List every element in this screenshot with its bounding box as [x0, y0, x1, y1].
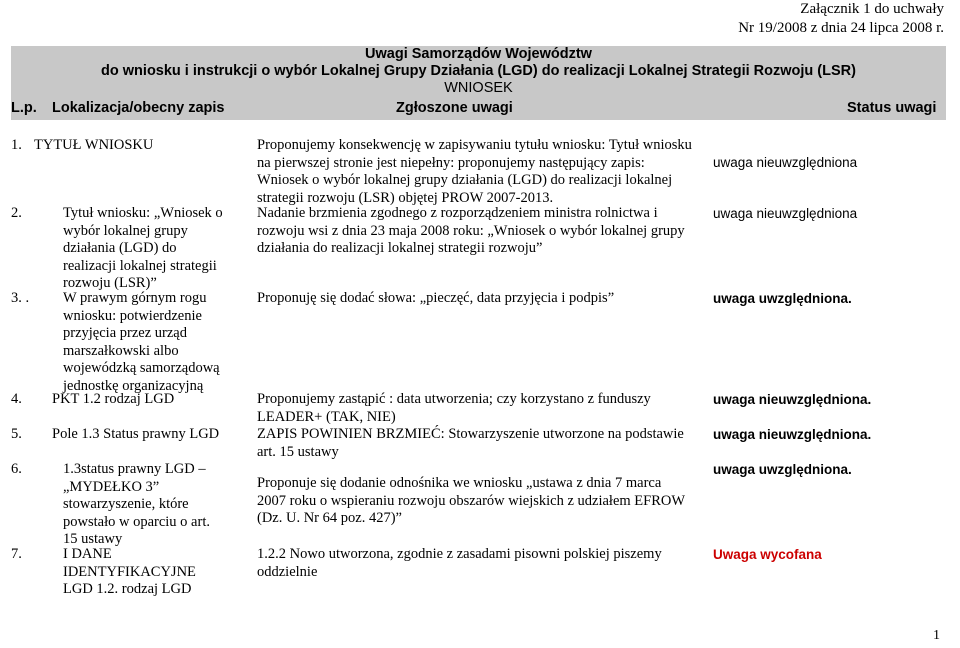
- row-number: 3. .: [11, 290, 30, 306]
- row-remarks: Proponujemy konsekwencję w zapisywaniu tytułu wniosku: Tytuł wniosku na pierwszej stronie jest niepełny: proponujemy następujący zapis: Wniosek o wybór lokalnej grupy działania (LGD) do realizacji lokalnej strategii rozwoju (LSR) objętej PROW 2007-2013.: [257, 137, 692, 206]
- row-location-cell: [11, 391, 251, 409]
- row-number: 7.: [11, 546, 22, 562]
- row-remarks: Proponuję się dodać słowa: „pieczęć, data przyjęcia i podpis”: [257, 290, 615, 306]
- table-header: [11, 98, 946, 120]
- row-status: uwaga nieuwzględniona.: [713, 427, 872, 442]
- row-location-cell: [11, 137, 251, 155]
- col-header-status: Status uwagi: [847, 100, 937, 116]
- row-location-cell: [11, 546, 251, 599]
- row-number: 5.: [11, 426, 22, 442]
- row-remarks: Proponuje się dodanie odnośnika we wniosku „ustawa z dnia 7 marca 2007 roku o wspieraniu rozwoju obszarów wiejskich z udziałem EFROW (Dz. U. Nr 64 poz. 427)”: [257, 475, 685, 526]
- title-line-3: WNIOSEK: [444, 80, 513, 96]
- row-status: uwaga nieuwzględniona: [713, 155, 858, 170]
- row-status-withdrawn: Uwaga wycofana: [713, 547, 822, 562]
- row-number: 4.: [11, 391, 22, 407]
- annex-header: [738, 0, 944, 38]
- row-remarks: Nadanie brzmienia zgodnego z rozporządzeniem ministra rolnictwa i rozwoju wsi z dnia 23 maja 2008 roku: „Wniosek o wybór lokalnej grupy działania do realizacji lokalnej strategii rozwoju”: [257, 205, 685, 256]
- row-status: uwaga nieuwzględniona: [713, 206, 858, 221]
- row-number: 6.: [11, 461, 22, 477]
- row-location-cell: [11, 290, 251, 395]
- col-header-lp: L.p.: [11, 100, 37, 116]
- row-status: uwaga uwzględniona.: [713, 291, 852, 306]
- col-header-remarks: Zgłoszone uwagi: [396, 100, 513, 116]
- annex-line-1: Załącznik 1 do uchwały: [800, 1, 944, 17]
- document-title: [11, 46, 946, 98]
- row-location: TYTUŁ WNIOSKU: [34, 137, 154, 153]
- row-number: 1.: [11, 137, 22, 153]
- row-number: 2.: [11, 205, 22, 221]
- row-location-cell: [11, 461, 251, 549]
- row-location: Tytuł wniosku: „Wniosek o wybór lokalnej grupy działania (LGD) do realizacji lokalnej strategii rozwoju (LSR)”: [63, 205, 223, 291]
- row-location: Pole 1.3 Status prawny LGD: [52, 426, 220, 442]
- row-location: PKT 1.2 rodzaj LGD: [52, 391, 175, 407]
- row-location: I DANE IDENTYFIKACYJNE LGD 1.2. rodzaj LGD: [63, 546, 196, 597]
- row-remarks: Proponujemy zastąpić : data utworzenia; czy korzystano z funduszy LEADER+ (TAK, NIE): [257, 391, 651, 425]
- row-status: uwaga uwzględniona.: [713, 462, 852, 477]
- row-location-cell: [11, 205, 251, 293]
- col-header-location: Lokalizacja/obecny zapis: [52, 100, 225, 116]
- annex-line-2: Nr 19/2008 z dnia 24 lipca 2008 r.: [738, 20, 944, 36]
- row-remarks: 1.2.2 Nowo utworzona, zgodnie z zasadami pisowni polskiej piszemy oddzielnie: [257, 546, 662, 580]
- page-number: 1: [933, 628, 940, 643]
- title-line-2: do wniosku i instrukcji o wybór Lokalnej Grupy Działania (LGD) do realizacji Lokalnej Strategii Rozwoju (LSR): [101, 63, 856, 79]
- title-line-1: Uwagi Samorządów Województw: [365, 46, 592, 62]
- row-location: W prawym górnym rogu wniosku: potwierdzenie przyjęcia przez urząd marszałkowski albo wojewódzką samorządową jednostkę organizacyjną: [63, 290, 220, 394]
- row-location-cell: [11, 426, 251, 444]
- row-status: uwaga nieuwzględniona.: [713, 392, 872, 407]
- row-remarks: ZAPIS POWINIEN BRZMIEĆ: Stowarzyszenie utworzone na podstawie art. 15 ustawy: [257, 426, 684, 460]
- row-location: 1.3status prawny LGD – „MYDEŁKO 3” stowarzyszenie, które powstało w oparciu o art. 15 ustawy: [63, 461, 210, 547]
